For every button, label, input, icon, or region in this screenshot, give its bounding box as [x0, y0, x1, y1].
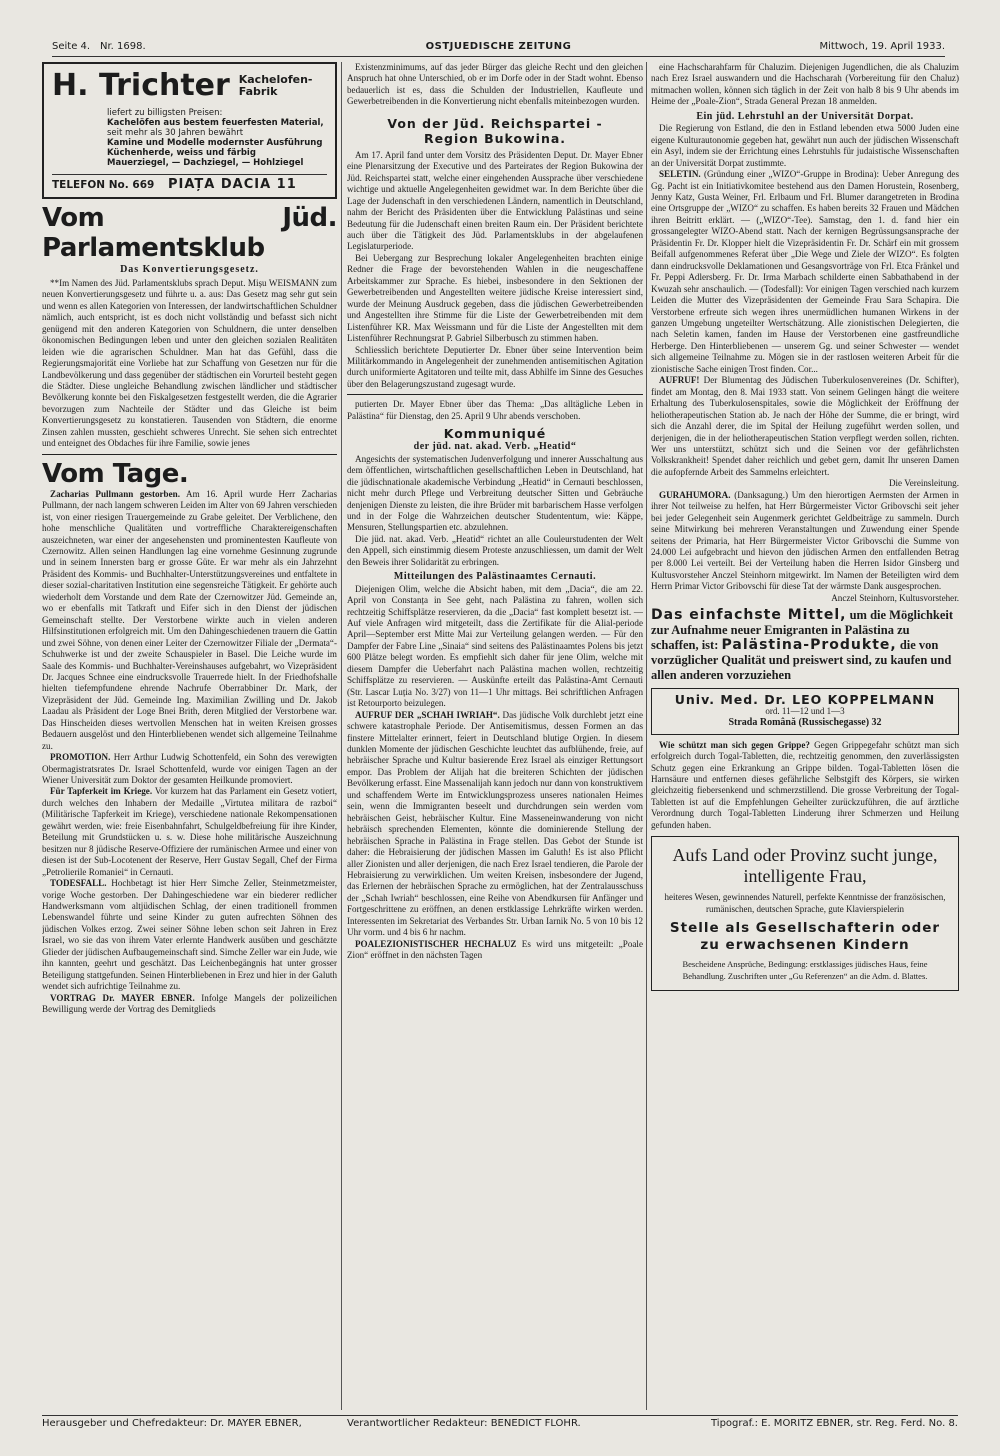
article-lead: AUFRUF DER „SCHAH IWRIAH“.	[355, 709, 500, 720]
ad-line: Kamine und Modelle modernster Ausführung Küchenherde, weiss und färbig	[107, 138, 323, 158]
article-lead: VORTRAG Dr. MAYER EBNER.	[50, 992, 195, 1003]
kommunique-subheading: der jüd. nat. akad. Verb. „Heatid“	[413, 441, 577, 453]
article-tapferkeit	[42, 786, 337, 878]
ad-trichter-body	[107, 108, 327, 168]
hechaluz-continued: eine Hachscharahfarm für Chaluzim. Diejenigen Jugendlichen, die als Chaluzim nach Erez Israel auswandern und die Hachscharah (Vorbereitung für den Chaluz) mitmachen wollen, können sich täglich in der Zeit von halb 8 bis 9 Uhr abends im Heime der „Poale-Zion“, Strada General Prezan 18 anmelden.	[651, 62, 959, 107]
parliament-club-text: **Im Namen des Jüd. Parlamentsklubs sprach Deput. Mișu WEISMANN zum neuen Konvertierungsgesetz und führte u. a. aus: Das Gesetz mag sehr gut sein und wenn es allen Kategorien von Interessen, der landwirtschaftlichen Schuldner nämlich, auch entspricht, ist es doch nicht vollständig und befasst sich nicht genügend mit den anderen Kategorien von Schuldnern, die unter denselben ökonomischen Bedingungen leben und unter den gleichen sozialen Realitäten leiden wie die agrarischen Schuldner. Man hat das Gefühl, dass die Regierungsmajorität eine Vorliebe hat zur Schaffung von Gesetzen nur für die Landbevölkerung und dass gegenüber der städtischen ein Vorurteil besteht gegen die Städter. Diese ungleiche Behandlung zwischen ländlicher und städtischer Bevölkerung konnte bei den Fiskalgesetzen festgestellt werden, die die Agrarier bevorzugen zum Nachteile der Städter und das Gleiche ist beim Konvertierungsgesetz zu konstatieren. Tausenden von Städtern, die enorme Zinsen zahlen mussten, geschieht schweres Unrecht. Sie sehen sich entrechtet und enteignet des Obdaches für ihre Familie, sowie jenes	[42, 277, 337, 449]
dorpat-text: Die Regierung von Estland, die den in Estland lebenden etwa 5000 Juden eine eigene Kulturautonomie gegeben hat, gewährt nun auch der jüdischen Wissenschaft ein Asyl, indem sie der Errichtung eines Lehrstuhls für judaistische Wissenschaften an der Universität Dorpat zustimmte.	[651, 123, 959, 168]
dorpat-heading: Ein jüd. Lehrstuhl an der Universität Dorpat.	[696, 110, 914, 122]
article-lead: Für Tapferkeit im Kriege.	[50, 786, 153, 797]
ad-gesellschafterin-title: Aufs Land oder Provinz sucht junge, intelligente Frau,	[672, 845, 938, 887]
article-seletin	[651, 169, 959, 375]
ad-togal	[651, 740, 959, 832]
ad-gesellschafterin-text: heiteres Wesen, gewinnendes Naturell, perfekte Kenntnisse der französischen, rumänischen, deutschen Sprache, gute Klavierspielerin	[664, 892, 946, 914]
column-divider	[646, 62, 647, 1410]
section-rule	[42, 454, 337, 455]
page-header	[52, 40, 945, 57]
kommunique-heading: Kommuniqué	[443, 426, 547, 442]
ad-line: Kachelöfen aus bestem feuerfesten Material,	[107, 118, 324, 128]
column-divider	[341, 62, 342, 1410]
kommunique-text-1: Angesichts der systematischen Judenverfolgung und innerer Ausschaltung aus dem öffentlichen, wirtschaftlichen gesellschaftlichen Leben in Deutschland, hat die jüdischnationale akademische Verbindung „Heatid“ in Cernauti beschlossen, nicht mehr durch Pflege und Verbreitung deutscher Sitten und Gebräuche denjenigen Dienste zu leisten, die ihre Brüder mit barbarischem Hasse verfolgen und in der Folge die Wahrzeichen deutscher Studententum, wie: Käppe, Mensuren, Stellungspartien etc. abzulehnen.	[347, 453, 643, 533]
article-lead: PROMOTION.	[50, 752, 111, 763]
column-1	[42, 62, 337, 1412]
ad-koppelmann-title: Univ. Med. Dr. LEO KOPPELMANN	[674, 692, 936, 708]
ad-trichter-phone: TELEFON No. 669	[52, 179, 155, 191]
column-3	[651, 62, 959, 1412]
article-lead: Zacharias Pullmann gestorben.	[50, 488, 180, 499]
article-body: Herr Arthur Ludwig Schottenfeld, ein Sohn des verewigten Obermagistratsrates Dr. Israel Schottenfeld, wurde vor einigen Tagen an der Wiener Universität zum Doktor der gesamten Heilkunde promoviert.	[42, 752, 337, 786]
column-2	[347, 62, 643, 1412]
ad-trichter-name: H. Trichter	[52, 68, 230, 103]
reichspartei-text-2: Bei Uebergang zur Besprechung lokaler Angelegenheiten brachten einige Redner die Frage der bevorstehenden Wahlen in die neugeschaffene Arbeitskammer zur Sprache. Es hiebei, insbesondere in den Sektionen der Gewerbetreibenden und Angestellten weitere jüdische Kreise interessiert sind, wurde der Meinung Ausdruck gegeben, dass die jüdischen Gewerbetreibenden und Angestellten ihre Stimme für die Liste der Gewerbetreibenden mit dem Listenführer KR. Max Weissmann und für die Liste der Angestellten mit dem Listenführer Rechnungsrat P. Gabriel Silberbusch zu stimmen haben.	[347, 252, 643, 344]
section-rule	[347, 394, 643, 395]
issue-number: Nr. 1698.	[100, 41, 146, 52]
ad-trichter-kind-1: Kachelofen-	[238, 73, 313, 86]
article-body: Das jüdische Volk durchlebt jetzt eine schwere katastrophale Periode. Der Antisemitismus, dessen Formen an das finstere Mittelalter erinnert, feiert in Deutschland blutige Orgien. In diesem dunklen Momente der jüdischen Geschichte leuchtet das aufblühende, freie, auf hebräischer Sprache und Kultur basierende Erez Israel als einziger Rettungsort empor. Das Problem der Alijah hat die breiteren Schichten der jüdischen Bevölkerung erfasst. Eine Massenalijah kann jedoch nur dann von konstruktivem und schaffendem Werte im Entwicklungsprozess unseres nationalen Heimes sein, wenn die Immigranten beseelt und durchdrungen sein werden vom hebräischen Geist, hebräischer Kultur. Eine Masseneinwanderung von nicht hebräisch sprechenden Elementen, könnte die dominierende Stellung der hebräischen Sprache in Palästina in Frage stellen. Das Gebot der Stunde ist daher: die Hebraisierung der jüdischen Massen im Galuth! Es ist also Pflicht aller Zionisten und aller derjenigen, die nach Erez Israel tendieren, die Parole der Hebraisierung zu verwirklichen. Um weiten Kreisen, insbesondere der Jugend, das Erlernen der hebräischen Sprache zu ermöglichen, hat der Zentralausschuss der „Schah Iwriah“ beschlossen, eine Reihe von Abendkursen für Anfänger und Fortgeschrittene zu eröffnen, an denen erstklassige Lehrkräfte wirken werden. Interessenten im Sekretariat des Verbandes Str. Urban Iarnik No. 5 von 10 bis 12 Uhr vorm. und 4 bis 6 hr nachm.	[347, 709, 643, 938]
article-hechaluz	[347, 939, 643, 962]
article-body: Infolge Mangels der polizeilichen Bewilligung werde der Vortrag des Demitglieds	[42, 992, 337, 1015]
ad-trichter-kind-2: Fabrik	[238, 85, 278, 98]
vortrag-continued: putierten Dr. Mayer Ebner über das Thema: „Das alltägliche Leben in Palästina“ für Dienstag, den 25. April 9 Uhr abends verschoben.	[347, 399, 643, 421]
article-blumentag	[651, 375, 959, 478]
ad-palaestina-produkte	[651, 608, 959, 683]
ad-palaestina-title: Das einfachste Mittel,	[651, 607, 847, 624]
ad-palaestina-text-2: die von vorzüglicher Qualität und preiswert sind, zu kaufen und allen anderen vorzuziehen	[651, 638, 952, 683]
reichspartei-text-3: Schliesslich berichtete Deputierter Dr. Ebner über seine Intervention beim Militärkommando in Angelegenheit der zunehmenden antisemitischen Agitation durch uniformierte Agitatoren und teilte mit, dass Abhilfe im Sinne des Gesuches über den Belagerungszustand zugesagt wurde.	[347, 344, 643, 389]
article-body: (Danksagung.) Um den hierortigen Aermsten der Armen in ihrer Not teilweise zu helfen, hat Herr Bürgermeister Victor Gribovschi seit jeher bei jeder Gelegenheit sein Augenmerk gerichtet Geldbeiträge zu sammeln. Durch seine Mitwirkung bei mehreren Veranstaltungen und Zuwendung einer Spende seitens der Primaria, hat Herr Bürgermeister Victor Gribovschi die Summe von 24.000 Lei aufgebracht und hievon den jüdischen Armen den entfallenden Betrag per 8.000 Lei verteilt. Bei der Verteilung haben die Herren Isidor Ginsberg und Kultusvorsteher Anczel Steinhorn mitgewirkt. Im Namen der Beteiligten wird dem Herrn Primar Victor Gribovschi für diese Tat der wärmste Dank ausgesprochen.	[651, 489, 959, 592]
ad-koppelmann-address: Strada Română (Russischegasse) 32	[728, 717, 882, 729]
ad-palaestina-text-1: um die Möglichkeit zur Aufnahme neuer Emigranten in Palästina zu schaffen, ist:	[651, 608, 954, 653]
article-schah-iwriah	[347, 710, 643, 939]
ad-trichter-contact	[52, 174, 327, 191]
reichspartei-heading-2: Region Bukowina.	[423, 130, 567, 146]
ad-gesellschafterin-conditions: Bescheidene Ansprüche, Bedingung: erstklassiges jüdisches Haus, feine Behandlung. Zuschriften unter „Gu Referenzen“ an die Adm. d. Blattes.	[682, 959, 928, 981]
article-gurahumora	[651, 490, 959, 593]
kommunique-text-2: Die jüd. nat. akad. Verb. „Heatid“ richtet an alle Couleurstudenten der Welt den Appell, sich einstimmig diesem Proteste anzuschliessen, um damit der Welt den Beweis ihrer Solidarität zu erbringen.	[347, 533, 643, 567]
ad-togal-title: Wie schützt man sich gegen Grippe?	[659, 739, 810, 750]
ad-trichter-kind	[239, 74, 313, 98]
reichspartei-heading	[347, 116, 643, 146]
article-body: Hochbetagt ist hier Herr Simche Zeller, Steinmetzmeister, vorige Woche gestorben. Der Dahingeschiedene war ein biederer redlicher Handwerksmann vom altjüdischen Schlag, der einen traditionell frommen Lebenswandel führte und seine Kinder zu guten aufrechten Söhnen des jüdischen Volkes erzog. Zwei seiner Söhne leben schon seit Jahren in Erez Israel, wo sie das von ihrem Vater erlernte Handwerk ausüben und geschätzte Glieder der jüdischen Aufbaugemeinschaft sind. Simche Zeller war ein Jude, wie ihn kannten, geehrt und geschätzt. Das Leichenbegängnis hat unter grosser Beteiligung stattgefunden. Seinen Hinterbliebenen in Erez und hier in der Galuth wendet sich aufrichtige Teilnahme zu.	[42, 878, 337, 992]
page-number: Seite 4.	[52, 41, 91, 52]
newspaper-name: OSTJUEDISCHE ZEITUNG	[425, 41, 572, 52]
ad-gesellschafterin-headline: Stelle als Gesellschafterin oder zu erwachsenen Kindern	[669, 920, 941, 954]
footer-printer: Tipograf.: E. MORITZ EBNER, str. Reg. Ferd. No. 8.	[710, 1418, 958, 1429]
article-vortrag	[42, 993, 337, 1016]
article-body: Der Blumentag des Jüdischen Tuberkulosenvereines (Dr. Schifter), findet am Montag, den 8. Mai 1933 statt. Von seinem Gelingen hängt die weitere Erhaltung des Tuberkulosenspitales, sowie die Möglichkeit der Eröffnung der heliotherapeutischen Station ab. Je nach der Höhe der Summe, die er bringt, wird sich die Anzahl derer, die im Spital der Heilung zugeführt werden sollen, und derjenigen, die in der heliotherapeutischen Station verpflegt werden sollen, richten. Wer uns unterstützt, schützt sich und die Seinen vor der gefährlichsten Volkskrankheit! Spendet daher reichlich und gebet gern, damit Ihr unseren Damen die aufopfernde Arbeit des Sammelns erleichtert.	[651, 375, 959, 477]
article-lead: SELETIN.	[659, 169, 701, 180]
reichspartei-heading-1: Von der Jüd. Reichspartei -	[387, 115, 603, 131]
article-lead: GURAHUMORA.	[659, 489, 731, 500]
reichspartei-text-1: Am 17. April fand unter dem Vorsitz des Präsidenten Deput. Dr. Mayer Ebner eine Plenarsitzung der Executive und des Parteirates der Region Bukowina der Jüd. Reichspartei statt, welche einer eingehenden Aussprache über verschiedene wichtige und aktuelle Angelegenheiten gewidmet war. In dem Berichte über die Lage der Judenschaft in den verschiedenen Ländern, namentlich in Deutschland, nahm der Bericht des Präsidenten über die Entwicklung Palästinas und seine Bedeutung für die Judenschaft einen breiten Raum ein. Der Präsident berichtete auch über die Tätigkeit des Jüd. Parlamentsklubs in der abgelaufenen Legislaturperiode.	[347, 149, 643, 252]
article-body: Am 16. April wurde Herr Zacharias Pullmann, der nach langem schweren Leiden im Alter von 69 Jahren verschieden ist, von einer riesigen Trauergemeinde zu Grabe geleitet. Der Verblichene, den hohe menschliche Qualitäten und vortreffliche Charaktereigenschaften auszeichneten, war einer der angesehensten und prominentesten Kaufleute von Czernowitz. Allen seinen Handlungen lag eine vornehme Gesinnung zugrunde und in seinem Innersten barg er grosse Güte. Er war mehr als ein Jahrzehnt Präsident des Kommis- und Buchhalter-Unterstützungsvereines und entfaltete in dieser sozial-charitativen Institution eine segensreiche Tätigkeit. Er gehörte auch wiederholt dem Vorstande und dem Rate der Czernowitzer Jüd. Gemeinde an, wo er ebenfalls mit Tatkraft und Eifer sich in den Dienst der jüdischen Gemeinschaft stellte. Der Verstorbene wirkte auch in vielen anderen Hilfsinstitutionen erfolgreich mit. Um den Dahingeschiedenen trauern die Gattin und zwei Söhne, von denen einer Leiter der Czernowitzer Filiale der „Dermata“-Schuhwerke ist und der zweite Schauspieler in Basel. Die Leiche wurde im Saale des Kommis- und Buchhalter-Vereinshauses aufgebahrt, wo Vizepräsident Dr. Jacques Schnee eine eindrucksvolle Trauerrede hielt. In der Friedhofshalle hielten tiefempfundene ehrende Nachrufe Oberrabbiner Dr. Mark, der Vizepräsident der Jüd. Gemeinde Ing. Maximilian Zwilling und Dr. Jakob Laadau als Präsident der Loge Bnei Brith, deren Mitglied der Verstorbene war. Das Hinscheiden dieses wertvollen Menschen hat in weiten Kreisen grosses Bedauern ausgelöst und den Hinterbliebenen wendet sich allgemeine Teilnahme zu.	[42, 488, 337, 751]
footer-editor: Verantwortlicher Redakteur: BENEDICT FLOHR.	[347, 1418, 581, 1429]
gurahumora-signature: Anczel Steinhorn, Kultusvorsteher.	[831, 592, 959, 603]
vom-tage-heading: Vom Tage.	[42, 458, 189, 489]
issue-date: Mittwoch, 19. April 1933.	[819, 41, 945, 52]
article-body: Es wird uns mitgeteilt: „Poale Zion“ eröffnet in den nächsten Tagen	[347, 938, 643, 961]
ad-koppelmann	[651, 688, 959, 734]
palaestinaamt-heading: Mitteilungen des Palästinaamtes Cernauti.	[393, 571, 597, 583]
article-lead: POALEZIONISTISCHER HECHALUZ	[355, 938, 517, 949]
article-body: Vor kurzem hat das Parlament ein Gesetz votiert, durch welches den Inhabern der Medaille „Virtutea militara de razboi“ (Militärische Tapferkeit im Kriege), verschiedene nationale Rekompensationen gewährt werden, wie: freie Eisenbahnfahrt, Schulgeldbefreiung für ihre Kinder, Beteilung mit Grundstücken u. s. w. Diese hohe militärische Auszeichnung besitzen nur 8 jüdische Reserve-Offiziere der rumänischen Armee und einer von diesen ist der Sub-Locotenent der Reserve, Herr Gustav Segall, Chef der Firma „Petrolierile Romaniei“ in Cernauti.	[42, 786, 337, 877]
page-footer	[42, 1415, 958, 1434]
footer-publisher: Herausgeber und Chefredakteur: Dr. MAYER EBNER,	[42, 1418, 302, 1429]
ad-line: seit mehr als 30 Jahren bewährt	[107, 128, 244, 138]
article-promotion	[42, 752, 337, 786]
article-lead: TODESFALL.	[50, 878, 107, 889]
ad-trichter-address: PIAȚA DACIA 11	[167, 177, 297, 192]
blumentag-signature: Die Vereinsleitung.	[888, 478, 959, 489]
ad-line: liefert zu billigsten Preisen:	[107, 108, 223, 118]
parliament-club-continued: Existenzminimums, auf das jeder Bürger das gleiche Recht und den gleichen Anspruch hat ohne Unterschied, ob er im Dorfe oder in der Stadt wohnt. Ebenso bedauerlich ist es, dass die Schulden der Industriellen, Kaufleute und Gewerbetreibenden in die Konvertierung nicht ebenfalls miteinbezogen wurden.	[347, 62, 643, 107]
article-pullmann	[42, 489, 337, 752]
parliament-club-subheading: Das Konvertierungsgesetz.	[120, 264, 259, 276]
palaestinaamt-text: Diejenigen Olim, welche die Absicht haben, mit dem „Dacia“, die am 22. April von Constanța in See geht, nach Palästina zu fahren, wollen sich rechtzeitig Schiffsplätze reservieren, da die „Dacia“ fast komplett besetzt ist. — Auf viele Anfragen wird mitgeteilt, dass die Zertifikate für die Alial-periode April—September erst Mitte Mai zur Verteilung gelangen werden. — Für den Dampfer der Fabre Line „Sinaia“ sind seitens des Palästinaamtes Polens bis jetzt 600 Plätze belegt worden. Es empfiehlt sich daher für jene Olim, welche mit diesem Dampfer die Ueberfahrt nach Palästina machen wollen, rechtzeitig Schiffsplätze zu reservieren. — Auskünfte erteilt das Palästina-Amt Cernauti (Str. Lascar Luția No. 3/27) von 11—1 Uhr mittags. Bei schriftlichen Anfragen ist Retourporto beizulegen.	[347, 583, 643, 709]
article-body: (Gründung einer „WIZO“-Gruppe in Brodina): Ueber Anregung des Gg. Pacht ist ein Initiativkomitee bestehend aus den Damen Horustein, Rosenberg, Jenny Katz, Gusta Weiner, Frl. Erlbaum und Frl. Blumer darangetreten in Brodina eine Ortsgruppe der „WIZO“ zu schaffen. Es haben bereits 32 Frauen und Mädchen ihren Beitritt erklärt. — („WIZO“-Tee). Samstag, den 1. d. fand hier ein grossangelegter WIZO-Abend statt. Nach der kernigen Begrüssungsansprache der Präsidentin Fr. Dr. Klopper hielt die Vizepräsidentin Fr. Dr. Schärf ein mit grossem Beifall aufgenommenes Referat über „Die Wege und Ziele der WIZO“. Es folgten dann eindrucksvolle Deklamationen und Gesangsvorträge von Frl. Etca Fränkel und Fr. Peppi Adlersberg. Fr. Dr. Irma Marbach schilderte einen Sabbathabend in der Kwuzah sehr anschaulich. — (Todesfall): Vor einigen Tagen verschied nach kurzem Leiden die Mutter des Vizepräsidenten der Gemeinde Frau Sara Schapira. Die Verstorbene erfreute sich wegen ihres unermüdlichen humanen Wirkens in der ganzen Umgebung ungeteilter Wertschätzung. Alle zionistischen Delegierten, die nach Seletin kamen, fanden im Hause der Verstorbenen eine gastfreundliche Herberge. Den Hinterbliebenen — unserem Gg. und seiner Schwester — wendet sich allgemeine Teilnahme zu. Mögen sie in der rastlosen weiteren Arbeit für die zionistische Sache einigen Trost finden. Cor...	[651, 169, 959, 374]
parliament-club-heading: Vom Jüd. Parlamentsklub	[42, 203, 337, 264]
article-lead: AUFRUF!	[659, 375, 700, 386]
ad-line: Mauerziegel, — Dachziegel, — Hohlziegel	[107, 158, 304, 168]
ad-trichter	[42, 62, 337, 199]
ad-koppelmann-hours: ord. 11—12 und 1—3	[765, 705, 845, 716]
ad-togal-text: Gegen Grippegefahr schützt man sich erfolgreich durch Togal-Tabletten, die, rechtzeitig genommen, den zuverlässigsten Schutz gegen eine Erkrankung an Grippe bilden. Togal-Tabletten lösen die Harnsäure und entfernen dieses gefährliche Selbstgift des Körpers, sie wirken gleichzeitig fiebersenkend und schmerzstillend. Die grosse Verbreitung der Togal-Tabletten ist auf die Empfehlungen Geheilter zurückzuführen, die auf ärztliche Verordnung durch Togal-Tabletten Linderung ihrer Schmerzen und Heilung gefunden haben.	[651, 739, 959, 830]
ad-gesellschafterin	[651, 836, 959, 991]
ad-palaestina-title-2: Palästina-Produkte,	[721, 637, 897, 654]
article-todesfall	[42, 878, 337, 993]
